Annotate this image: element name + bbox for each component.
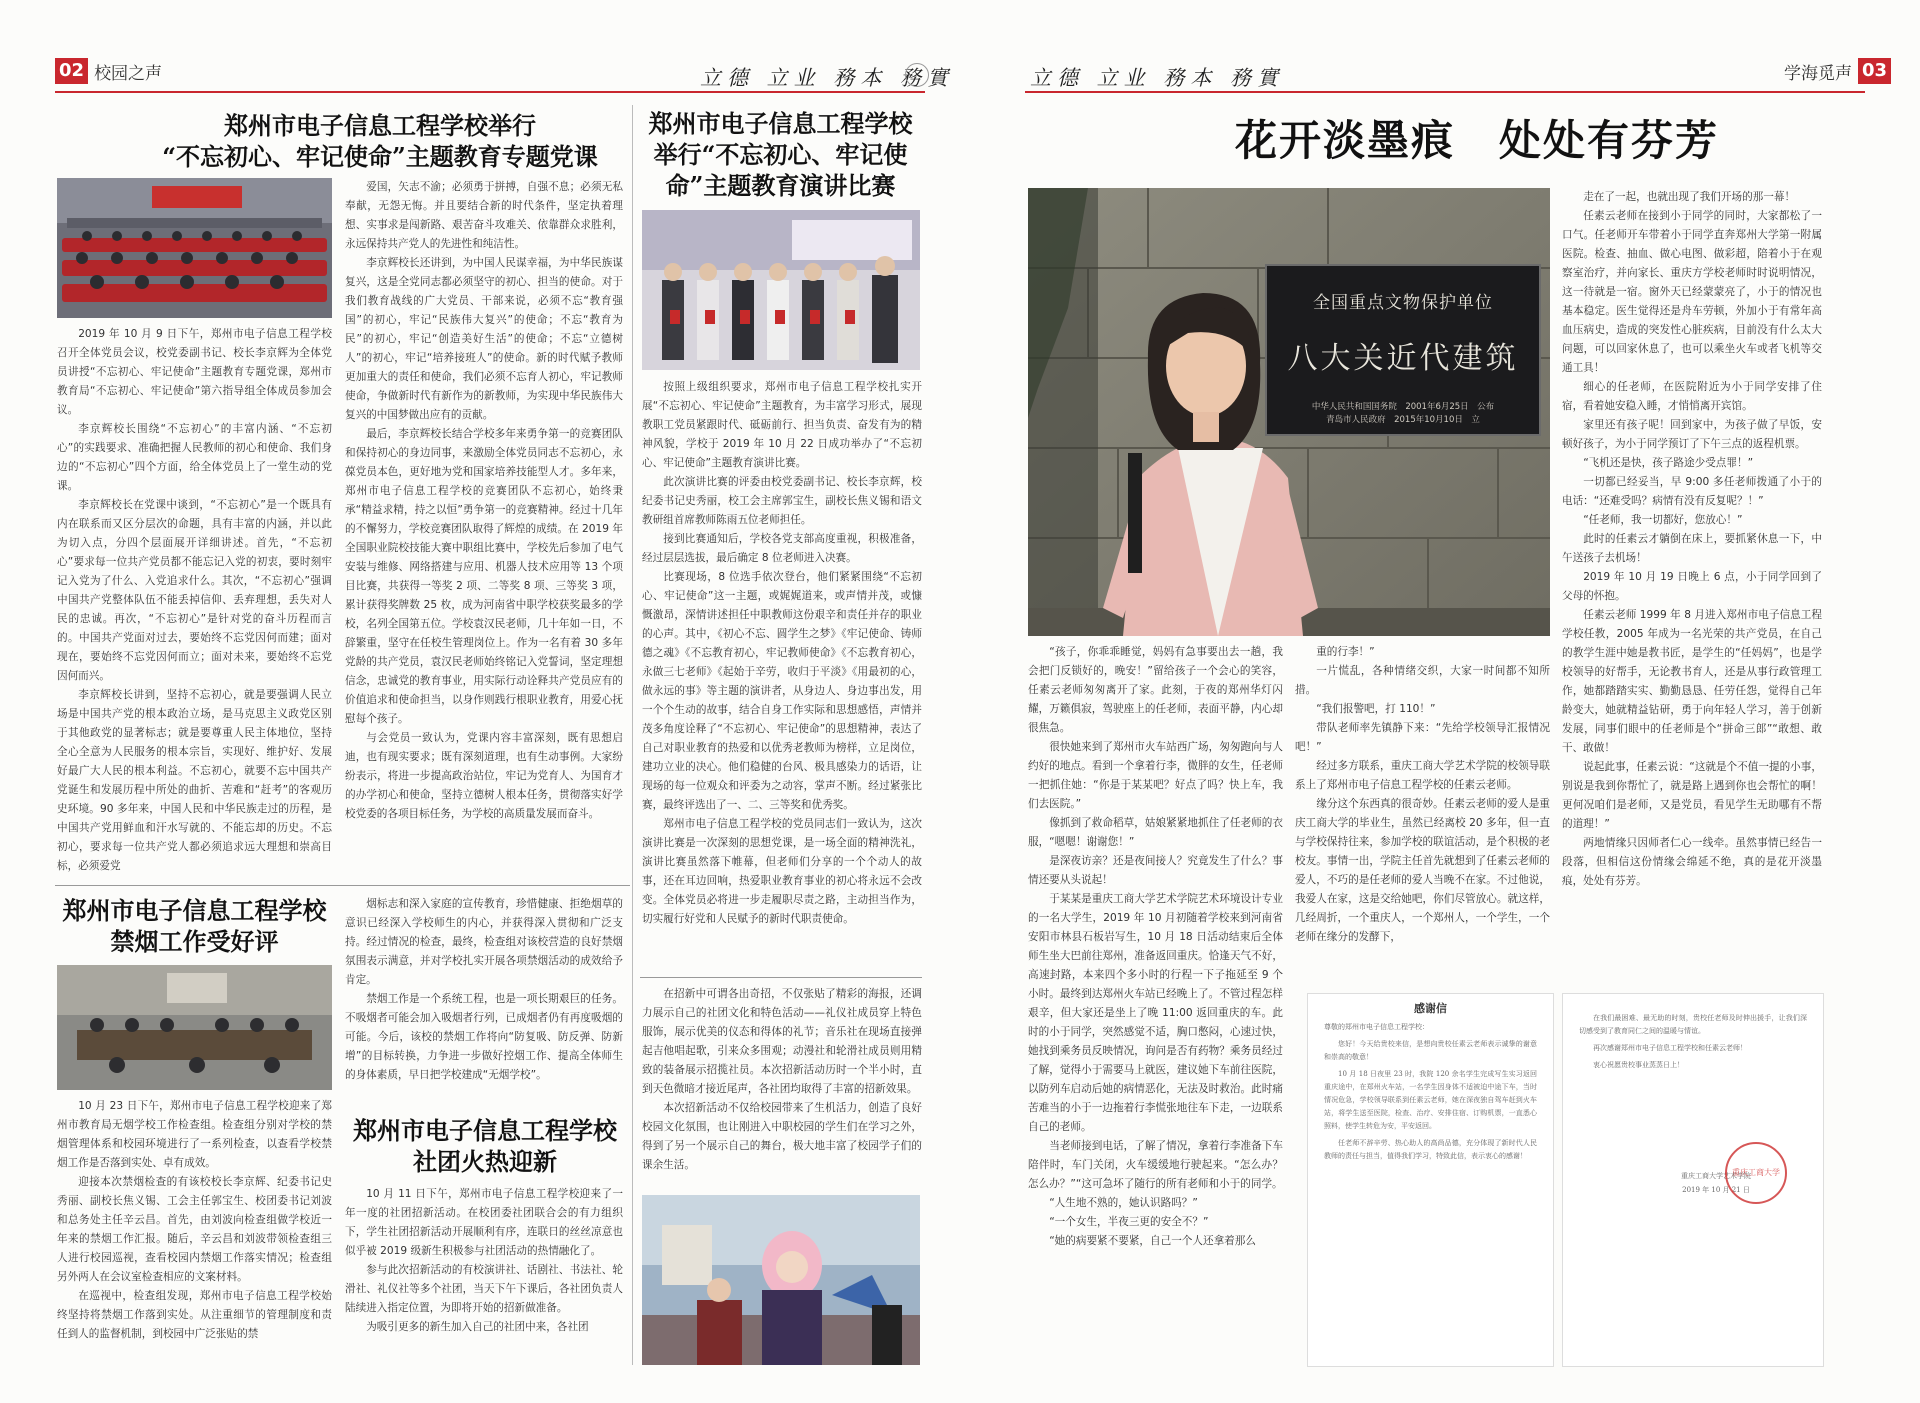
article1-title-line: 郑州市电子信息工程学校举行 (224, 111, 536, 140)
letter-paragraph: 10 月 18 日夜里 23 时，我院 120 余名学生完成写生实习返回重庆途中，在郑州火车站，一名学生因身体不适被迫中途下车，当时情况危急，学校领导联系到任素云老师，她在深夜独自驾车赶到火车站，将学生送至医院，检查、治疗、安排住宿、订购机票，一直悉心照料，使学生转危为安，平安返回。 (1324, 1070, 1537, 1130)
paragraph: 一切都已经妥当，早 9:00 多任老师拨通了小于的电话：“还难受吗？病情有没有反复呢？！” (1562, 476, 1822, 507)
section-rule (640, 977, 922, 978)
thank-you-letter-page-1 (1307, 993, 1554, 1367)
paragraph: “一个女生，半夜三更的安全不？” (1049, 1216, 1209, 1228)
paragraph: 李京辉校长讲到，坚持不忘初心，就是要强调人民立场是中国共产党的根本政治立场，是马克思主义政党区别于其他政党的显著标志；就是要尊重人民主体地位，坚持全心全意为人民服务的根本宗旨，实现好、维护好、发展好最广大人民的根本利益。不忘初心，就要不忘中国共产党诞生和发展历程中所处的曲折、苦难和“赶考”的客观历史环境。90 多年来，中国人民和中华民族走过的历程，是中国共产党用鲜血和汗水写就的、不能忘却的历史。不忘初心，要求每一位共产党人都必须追求远大理想和崇高目标，必须爱党 (57, 689, 332, 872)
section-name: 校园之声 (94, 63, 163, 84)
paragraph: 最后，李京辉校长结合学校多年来勇争第一的竞赛团队和保持初心的身边同事，来激励全体党员同志不忘初心，永葆党员本色，更好地为党和国家培养技能型人才。多年来，郑州市电子信息工程学校的竞赛团队不忘初心，始终秉承“精益求精，持之以恒”勇争第一的竞赛精神。经过十几年的不懈努力，学校竞赛团队取得了辉煌的成绩。在 2019 年全国职业院校技能大赛中职组比赛中，学校先后参加了电气安装与维修、网络搭建与应用、机器人技术应用等 13 个项目比赛，共获得一等奖 2 项、二等奖 8 项、三等奖 3 项，累计获得奖牌数 25 枚，成为河南省中职学校获奖最多的学校，名列全国第五位。学校袁汉民老师，几十年如一日，不辞繁重，坚守在任校生管理岗位上。作为一名有着 30 多年党龄的共产党员，袁汉民老师始终铭记入党誓词，坚定理想信念，忠诚党的教育事业，用实际行动诠释共产党员应有的价值追求和使命担当，以身作则践行根职业教育，用爱心抚慰每个孩子。 (345, 428, 623, 725)
article4-title-line: 社团火热迎新 (413, 1147, 557, 1176)
paragraph: 说起此事，任素云说：“这就是个不值一提的小事，别说是我到你帮忙了，就是路上遇到你也会帮忙的啊！更何况咱们是老师，又是党员，看见学生无助哪有不帮的道理！” (1562, 761, 1822, 830)
column-divider (632, 105, 633, 1365)
section-rule (55, 885, 630, 886)
article3-title-line: 郑州市电子信息工程学校 (62, 896, 327, 925)
article1-headline (100, 110, 660, 172)
paragraph: 10 月 11 日下午，郑州市电子信息工程学校迎来了一年一度的社团招新活动。在校团委社团联合会的有力组织下，学生社团招新活动开展顺利有序，连联日的丝丝凉意也似乎被 2019 级新生积极参与社团活动的热情融化了。 (345, 1188, 623, 1257)
paragraph: 爱国，矢志不渝；必须勇于拼搏，自强不息；必须无私奉献，无怨无悔。并且要结合新的时代条件，坚定执着理想、实事求是闯新路、艰苦奋斗攻难关、依靠群众求胜利，永远保持共产党人的先进性和纯洁性。 (345, 181, 623, 250)
paragraph: 走在了一起，也就出现了我们开场的那一幕！ (1583, 191, 1796, 203)
paragraph: 郑州市电子信息工程学校的党员同志们一致认为，这次演讲比赛是一次深刻的思想党课，是一场全面的精神洗礼，演讲比赛虽然落下帷幕，但老师们分享的一个个动人的故事，还在耳边回响，热爱职业教育事业的初心将永远不会改变。全体党员必将进一步走履职尽责之路，主动担当作为，切实履行好党和人民赋予的新时代职责使命。 (642, 818, 922, 925)
letter-paragraph: 尊敬的郑州市电子信息工程学校： (1324, 1023, 1429, 1031)
page-number: 03 (1858, 58, 1891, 84)
heritage-plaque (1265, 264, 1541, 436)
paragraph: 禁烟工作是一个系统工程，也是一项长期艰巨的任务。不吸烟者可能会加入吸烟者行列，已成烟者仍有再度吸烟的可能。今后，该校的禁烟工作将向“防复吸、防反弹、防新增”的目标转换，力争进一步做好控烟工作、提高全体师生的身体素质，早日把学校建成“无烟学校”。 (345, 993, 623, 1081)
paragraph: 2019 年 10 月 9 日下午，郑州市电子信息工程学校召开全体党员会议，校党委副书记、校长李京辉为全体党员讲授“不忘初心、牢记使命”主题教育专题党课，郑州市教育局“不忘初心、牢记使命”第六指导组全体成员参加会议。 (57, 328, 332, 416)
plaque-footer (1267, 401, 1539, 427)
paragraph: 缘分这个东西真的很奇妙。任素云老师的爱人是重庆工商大学的毕业生，虽然已经离校 20 多年，但一直与学校保持往来，参加学校的联谊活动，是个积极的老校友。事情一出，学院主任首先就想到了任素云老师的爱人，不巧的是任老师的爱人当晚不在家。不过他说，我爱人在家，这是交给她吧，你们尽管放心。就这样，几经周折，一个重庆人，一个郑州人，一个学生，一个老师在缘分的发酵下， (1295, 798, 1550, 943)
paragraph: 于某某是重庆工商大学艺术学院艺术环境设计专业的一名大学生，2019 年 10 月初随着学校来到河南省安阳市林县石板岩写生，10 月 18 日活动结束后全体师生坐大巴前往郑州，准备返回重庆。恰逢天气不好，高速封路，本来四个多小时的行程一下子拖延至 9 个小时。最终到达郑州火车站已经晚上了。不管过程怎样艰辛，但大家还是坐上了晚 11:00 返回重庆的车。此时的小于同学，突然感觉不适，胸口憋闷，心速过快，她找到乘务员反映情况，询问是否有药物？乘务员经过了解，觉得小于需要马上就医，建议她下车前往医院，以防列车启动后她的病情恶化，无法及时救治。此时痛苦难当的小于一边拖着行李慌张地往车下走，一边联系自己的老师。 (1028, 893, 1283, 1133)
paragraph: 参与此次招新活动的有校演讲社、话剧社、书法社、轮滑社、礼仪社等多个社团，当天下午下课后，各社团负责人陆续进入指定位置，为即将开始的招新做准备。 (345, 1264, 623, 1314)
paragraph: 一片慌乱，各种情绪交织，大家一时间都不知所措。 (1295, 665, 1550, 696)
paragraph: 本次招新活动不仅给校园带来了生机活力，创造了良好校园文化氛围，也让刚进入中职校园的学生们在学习之外，得到了另一个展示自己的舞台，极大地丰富了校园学子们的课余生活。 (642, 1102, 922, 1171)
feature-title: 花开淡墨痕 处处有芬芳 (1235, 116, 1720, 165)
paragraph: 李京辉校长还讲到，为中国人民谋幸福，为中华民族谋复兴，这是全党同志都必须坚守的初心、担当的使命。对于我们教育战线的广大党员、干部来说，必须不忘“教育强国”的初心，牢记“民族伟大复兴”的使命；不忘“教育为民”的初心，牢记“创造美好生活”的使命；不忘“立德树人”的初心，牢记“培养接班人”的使命。新的时代赋予教师更加重大的责任和使命，我们必须不忘育人初心，牢记教师使命，争做新时代有新作为的新教师，为实现中华民族伟大复兴的中国梦做出应有的贡献。 (345, 257, 623, 421)
letter-body (1308, 1021, 1553, 1163)
paragraph: 为吸引更多的新生加入自己的社团中来，各社团 (366, 1321, 589, 1333)
official-seal: 重庆工商大学 (1725, 1142, 1787, 1204)
header-rule (1025, 91, 1865, 93)
page-number: 02 (55, 58, 88, 84)
plaque-name: 八大关近代建筑 (1287, 341, 1519, 376)
paragraph: 与会党员一致认为，党课内容丰富深刻，既有思想启迪，也有现实要求；既有深刻道理，也有生动事例。大家纷纷表示，将进一步提高政治站位，牢记为党育人、为国育才的办学初心和使命，坚持立德树人根本任务，贯彻落实好学校党委的各项目标任务，为学校的高质量发展而奋斗。 (345, 732, 623, 820)
school-logo-icon (905, 63, 929, 87)
section-name: 学海觅声 (1784, 63, 1852, 84)
article1-column-2 (345, 178, 623, 875)
paragraph: 细心的任老师，在医院附近为小于同学安排了住宿，看着她安稳入睡，才悄悄离开宾馆。 (1562, 381, 1822, 412)
letter-paragraph: 在我们最困难、最无助的时刻，贵校任老师及时伸出援手，让我们深切感受到了教育同仁之间的温暖与情谊。 (1579, 1014, 1807, 1035)
paragraph: 任素云老师在接到小于同学的同时，大家都松了一口气。任老师开车带着小于同学直奔郑州大学第一附属医院。检查、抽血、做心电图、做彩超，陪着小于在观察室治疗，并向家长、重庆方学校老师时时说明情况，这一待就是一宿。窗外天已经蒙蒙亮了，小于的情况也基本稳定。医生觉得还是舟车劳顿，外加小于有常年高血压病史，造成的突发性心脏疾病，目前没有什么太大问题，可以回家休息了，也可以乘坐火车或者飞机等交通工具！ (1562, 210, 1822, 374)
article4-column-1 (345, 1185, 623, 1375)
paragraph: “飞机还是快，孩子路途少受点罪！” (1583, 457, 1754, 469)
letter-paragraph: 您好！今天给贵校来信，是想向贵校任素云老师表示诚挚的谢意和崇高的敬意！ (1324, 1040, 1537, 1061)
article4-column-2 (642, 985, 922, 1185)
paragraph: 比赛现场，8 位选手依次登台，他们紧紧围绕“不忘初心、牢记使命”这一主题，或娓娓道来，或声情并茂，或慷慨激昂，深情讲述担任中职教师这份艰辛和责任并存的职业的心声。其中，《初心不忘、圆学生之梦》《牢记使命、铸师德之魂》《不忘教育初心，牢记教师使命》《不忘教育初心，永做三七老师》《起始于辛劳，收归于平淡》《用最初的心，做永远的事》等主题的演讲者，从身边人、身边事出发，用一个个生动的故事，结合自身工作实际和思想感悟，声情并茂多角度诠释了“不忘初心、牢记使命”的思想精神，表达了自己对职业教育的热爱和以优秀老教师为榜样，立足岗位，建功立业的决心。他们稳健的台风、极具感染力的话语，让现场的每一位观众和评委为之动容，掌声不断。经过紧张比赛，最终评选出了一、二、三等奖和优秀奖。 (642, 571, 922, 811)
letter-date: 2019 年 10 月 21 日 (1682, 1186, 1750, 1194)
paragraph: 2019 年 10 月 19 日晚上 6 点，小于同学回到了父母的怀抱。 (1562, 571, 1822, 602)
paragraph: 按照上级组织要求，郑州市电子信息工程学校扎实开展“不忘初心、牢记使命”主题教育，为丰富学习形式，展现教职工党员紧跟时代、砥砺前行、担当负责、奋发有为的精神风貌，学校于 2019 年 10 月 22 日成功举办了“不忘初心、牢记使命”主题教育演讲比赛。 (642, 381, 922, 469)
article2-title-line: 举行“不忘初心、牢记使 (653, 140, 908, 169)
school-motto: 立德 立业 務本 務實 (1030, 66, 1285, 90)
paragraph: 是深夜访亲？还是夜间接人？究竟发生了什么？事情还要从头说起！ (1028, 855, 1283, 886)
paragraph: 带队老师率先镇静下来：“先给学校领导汇报情况吧！” (1295, 722, 1550, 753)
paragraph: “人生地不熟的，她认识路吗？” (1049, 1197, 1198, 1209)
paragraph: 迎接本次禁烟检查的有该校校长李京辉、纪委书记史秀丽、副校长焦义锡、工会主任郭宝生、校团委书记刘波和总务处主任辛云昌。首先，由刘波向检查组做学校近一年来的禁烟工作汇报。随后，辛云昌和刘波带领检查组三人进行校园巡视，查看校园内禁烟工作落实情况；检查组另外两人在会议室检查相应的文案材料。 (57, 1176, 332, 1283)
paragraph: 接到比赛通知后，学校各党支部高度重视，积极准备，经过层层选拔，最后确定 8 位老师进入决赛。 (642, 533, 922, 564)
article3-column-1 (57, 1097, 332, 1372)
letter-title: 感谢信 (1414, 1002, 1447, 1015)
article3-column-2 (345, 895, 623, 1105)
article3-headline (57, 895, 332, 957)
paragraph: 李京辉校长围绕“不忘初心”的丰富内涵、“不忘初心”的实践要求、准确把握人民教师的初心和使命、我们身边的“不忘初心”四个方面，给全体党员上了一堂生动的党课。 (57, 423, 332, 492)
article4-headline (345, 1115, 625, 1177)
paragraph: 10 月 23 日下午，郑州市电子信息工程学校迎来了郑州市教育局无烟学校工作检查组。检查组分别对学校的禁烟管理体系和校园环境进行了一系列检查，以查看学校禁烟工作是否落到实处、卓有成效。 (57, 1100, 332, 1169)
paragraph: “任老师，我一切都好，您放心！” (1583, 514, 1743, 526)
letter-paragraph: 衷心祝愿贵校事业蒸蒸日上！ (1593, 1061, 1684, 1069)
paragraph: 家里还有孩子呢！回到家中，为孩子做了早饭，安顿好孩子，为小于同学预订了下午三点的返程机票。 (1562, 419, 1822, 450)
paragraph: 任素云老师 1999 年 8 月进入郑州市电子信息工程学校任教，2005 年成为一名光荣的共产党员，在自己的教学生涯中她是教书匠，是学生的“任妈妈”，也是学校领导的好帮手，无论教书育人，还是从事行政管理工作，她都踏踏实实、勤勤恳恳、任劳任怨，觉得自己年龄变大，她就精益钻研，勇于向年轻人学习，善于创新发展，同事们眼中的任老师是个“拼命三郎”“敢想、敢干、敢做！ (1562, 609, 1822, 754)
smoke-inspection-photo (57, 965, 332, 1090)
letter-paragraph: 任老师不辞辛劳、热心助人的高尚品德，充分体现了新时代人民教师的责任与担当，值得我们学习，特致此信，表示衷心的感谢！ (1324, 1139, 1537, 1160)
article2-title-line: 郑州市电子信息工程学校 (648, 109, 913, 138)
party-lecture-photo (57, 178, 332, 318)
article1-title-line: “不忘初心、牢记使命”主题教育专题党课 (162, 142, 598, 171)
paragraph: 此时的任素云才躺倒在床上，要抓紧休息一下，中午送孩子去机场！ (1562, 533, 1822, 564)
paragraph: 像抓到了救命稻草，姑娘紧紧地抓住了任老师的衣服，“嗯嗯！谢谢您！” (1028, 817, 1283, 848)
paragraph: “她的病要紧不要紧，自己一个人还拿着那么 (1049, 1235, 1256, 1247)
right-header (1778, 58, 1891, 92)
paragraph: 很快她来到了郑州市火车站西广场，匆匆跑向与人约好的地点。看到一个拿着行李，微胖的女生，任老师一把抓住她：“你是于某某吧？好点了吗？快上车，我们去医院。” (1028, 741, 1283, 810)
paragraph: 当老师接到电话，了解了情况，拿着行李准备下车陪伴时，车门关闭，火车缓缓地行驶起来。“怎么办？怎么办？”“这可急坏了随行的所有老师和小于的同学。 (1028, 1140, 1283, 1190)
right-page (960, 0, 1920, 1403)
paragraph: 此次演讲比赛的评委由校党委副书记、校长李京辉，校纪委书记史秀丽，校工会主席郭宝生，副校长焦义锡和语文教研组首席教师陈雨五位老师担任。 (642, 476, 922, 526)
article2-headline (638, 108, 923, 201)
letter-signature: 重庆工商大学艺术学院 (1681, 1172, 1751, 1180)
article2-column (642, 378, 922, 968)
paragraph: “孩子，你乖乖睡觉，妈妈有急事要出去一趟，我会把门反锁好的，晚安！”留给孩子一个会心的笑容，任素云老师匆匆离开了家。此刻，于夜的郑州华灯闪耀，万籁俱寂，驾驶座上的任老师，表面平静，内心却很焦急。 (1028, 646, 1283, 734)
thank-you-letter-page-2 (1562, 993, 1824, 1367)
paragraph: 在招新中可谓各出奇招，不仅张贴了精彩的海报，还调力展示自己的社团文化和特色活动——礼仪社成员穿上特色服饰，展示优美的仪态和得体的礼节；音乐社在现场直接弹起吉他唱起歌，引来众多围观；动漫社和轮滑社成员则用精致的装备展示招揽社员。本次招新活动历时一个半小时，直到天色微暗才接近尾声，各社团均取得了丰富的招新效果。 (642, 988, 922, 1095)
paragraph: 在巡视中，检查组发现，郑州市电子信息工程学校始终坚持将禁烟工作落到实处。从注重细节的管理制度和责任到人的监督机制，到校园中广泛张贴的禁 (57, 1290, 332, 1340)
letter-body (1563, 994, 1823, 1072)
story-column-1 (1028, 643, 1283, 1365)
paragraph: 重的行李！” (1316, 646, 1375, 658)
left-header (55, 58, 168, 92)
club-recruitment-photo (642, 1195, 920, 1365)
speech-contest-photo (642, 210, 920, 370)
school-motto: 立德 立业 務本 務實 (700, 66, 955, 90)
header-rule (55, 91, 925, 93)
article3-title-line: 禁烟工作受好评 (110, 927, 279, 956)
paragraph: 李京辉校长在党课中谈到，“不忘初心”是一个既具有内在联系而又区分层次的命题，具有丰富的内涵，并以此为切入点，分四个层面展开详细讲述。首先，“不忘初心”要求每一位共产党员都不能忘记入党的初衷，要时刻牢记入党为了什么、入党追求什么。其次，“不忘初心”强调中国共产党整体队伍不能丢掉信仰、丢弃理想，丢失对人民的忠诚。再次，“不忘初心”是针对党的奋斗历程而言的。中国共产党面对过去，要始终不忘党因何而建；面对现在，要始终不忘党因何而立；面对未来，要始终不忘党因何而兴。 (57, 499, 332, 682)
paragraph: 两地情缘只因师者仁心一线牵。虽然事情已经告一段落，但相信这份情缘会绵延不绝，真的是花开淡墨痕，处处有芬芳。 (1562, 837, 1822, 887)
plaque-footer-line: 中华人民共和国国务院 2001年6月25日 公布 (1311, 402, 1495, 412)
article2-title-line: 命”主题教育演讲比赛 (665, 171, 896, 200)
article1-column-1 (57, 325, 332, 875)
letter-paragraph: 再次感谢郑州市电子信息工程学校和任素云老师！ (1593, 1044, 1747, 1052)
paragraph: “我们报警吧，打 110！” (1316, 703, 1436, 715)
story-column-3 (1562, 188, 1822, 983)
story-column-2 (1295, 643, 1550, 985)
plaque-heading: 全国重点文物保护单位 (1313, 293, 1493, 313)
paragraph: 烟标志和深入家庭的宣传教育，珍惜健康、拒绝烟草的意识已经深入学校师生的内心，并获得深入贯彻和广泛支持。经过情况的检查，最终，检查组对该校营造的良好禁烟氛围表示满意，并对学校扎实开展各项禁烟活动的成效给予肯定。 (345, 898, 623, 986)
article4-title-line: 郑州市电子信息工程学校 (353, 1116, 617, 1145)
paragraph: 经过多方联系，重庆工商大学艺术学院的校领导联系上了郑州市电子信息工程学校的任素云老师。 (1295, 760, 1550, 791)
plaque-footer-line: 青岛市人民政府 2015年10月10日 立 (1326, 415, 1480, 425)
